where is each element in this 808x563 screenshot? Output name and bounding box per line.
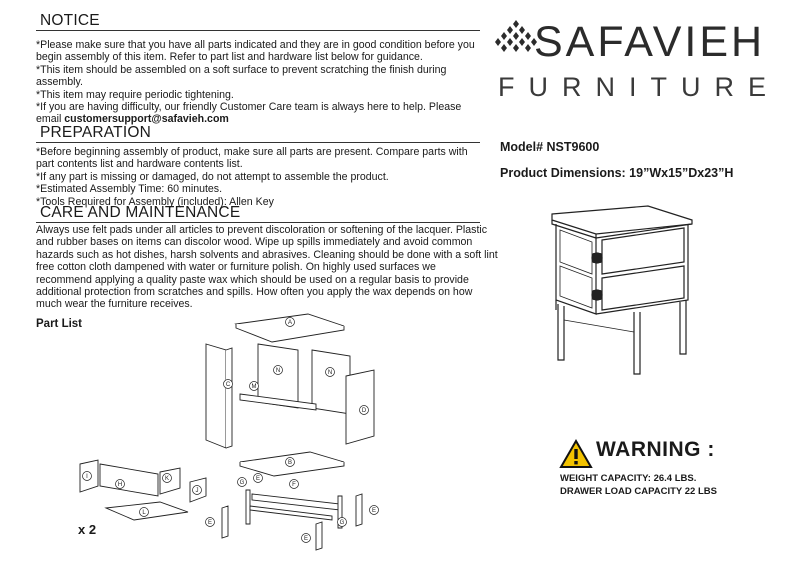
part-label-e4: E — [371, 508, 377, 514]
support-email-link[interactable]: customersupport@safavieh.com — [64, 113, 229, 126]
logo-mark-icon — [496, 20, 536, 68]
brand-logo — [494, 12, 794, 112]
notice-line-6: *If you are having difficulty, our friendly Customer Care team is always here to help. Please — [36, 101, 462, 114]
care-line-2: and rubber bases on items can discolor wood. Wipe up spills immediately and avoid common — [36, 236, 473, 249]
notice-line-2: begin assembly of this item. Refer to part list and hardware list below for guidance. — [36, 51, 423, 64]
care-line-4: free cotton cloth dampened with water or furniture polish. On highly used surfaces we — [36, 261, 436, 274]
drawer-load-capacity: DRAWER LOAD CAPACITY 22 LBS — [560, 486, 717, 497]
part-label-h: H — [117, 482, 123, 488]
preparation-line-3: *If any part is missing or damaged, do not attempt to assemble the product. — [36, 170, 389, 183]
preparation-line-5: *Tools Required for Assembly (included): Allen Key — [36, 195, 274, 208]
part-label-c: C — [225, 382, 231, 388]
part-label-f: F — [292, 482, 296, 488]
part-label-e3: E — [303, 536, 309, 542]
part-label-i: I — [86, 474, 88, 480]
part-label-g1: G — [239, 480, 245, 486]
part-label-m: M — [251, 384, 257, 390]
warning-title: WARNING : — [596, 438, 715, 461]
preparation-text — [36, 146, 468, 208]
care-line-6: additional protection from scratches and spills. How often you apply the wax depends on how — [36, 286, 473, 299]
notice-line-5: *This item may require periodic tightening. — [36, 88, 234, 101]
notice-heading: NOTICE — [36, 12, 480, 31]
model-number: Model# NST9600 — [500, 140, 600, 154]
care-line-5: recommend applying a quality paste wax which should be used on a regular basis to provide — [36, 273, 469, 286]
notice-line-1: *Please make sure that you have all parts indicated and they are in good condition before you — [36, 39, 475, 51]
part-label-n2: N — [327, 370, 333, 376]
exploded-parts-diagram — [40, 310, 377, 550]
drawer-quantity: x 2 — [78, 522, 97, 537]
notice-text — [36, 39, 475, 126]
care-line-3: hazards such as hot dishes, harsh solvents and abrasives. Cleaning should be done with a soft lint — [36, 248, 498, 261]
preparation-line-4: *Estimated Assembly Time: 60 minutes. — [36, 183, 223, 196]
email-prefix: email — [36, 113, 65, 126]
part-label-b: B — [287, 460, 293, 466]
care-line-1: Always use felt pads under all articles to prevent discoloration or softening of the lacquer. Plastic — [36, 224, 488, 236]
part-label-a: A — [287, 320, 293, 326]
care-heading: CARE AND MAINTENANCE — [36, 204, 480, 223]
notice-line-4: assembly. — [36, 76, 83, 89]
care-text — [36, 224, 498, 311]
part-label-e2: E — [207, 520, 213, 526]
weight-capacity: WEIGHT CAPACITY: 26.4 LBS. — [560, 473, 697, 484]
part-label-j: J — [195, 488, 199, 494]
preparation-heading: PREPARATION — [36, 124, 480, 143]
nightstand-illustration — [540, 200, 710, 380]
part-list-label: Part List — [36, 318, 83, 330]
part-label-l: L — [142, 510, 146, 516]
preparation-line-1: *Before beginning assembly of product, make sure all parts are present. Compare parts with — [36, 146, 468, 158]
part-label-g2: G — [339, 520, 345, 526]
part-label-e1: E — [255, 476, 261, 482]
part-label-d: D — [361, 408, 367, 414]
notice-line-3: *This item should be assembled on a soft surface to prevent scratching the finish during — [36, 63, 447, 76]
part-label-k: K — [164, 476, 170, 482]
brand-name: SAFAVIEH — [534, 18, 766, 66]
warning-box — [560, 440, 800, 500]
preparation-line-2: part contents list and hardware contents list. — [36, 158, 243, 171]
part-label-n1: N — [275, 368, 281, 374]
product-dimensions: Product Dimensions: 19”Wx15”Dx23”H — [500, 166, 734, 180]
warning-triangle-icon — [560, 440, 592, 468]
brand-subtitle: FURNITURE — [498, 72, 780, 102]
care-line-7: much wear the furniture receives. — [36, 298, 193, 311]
